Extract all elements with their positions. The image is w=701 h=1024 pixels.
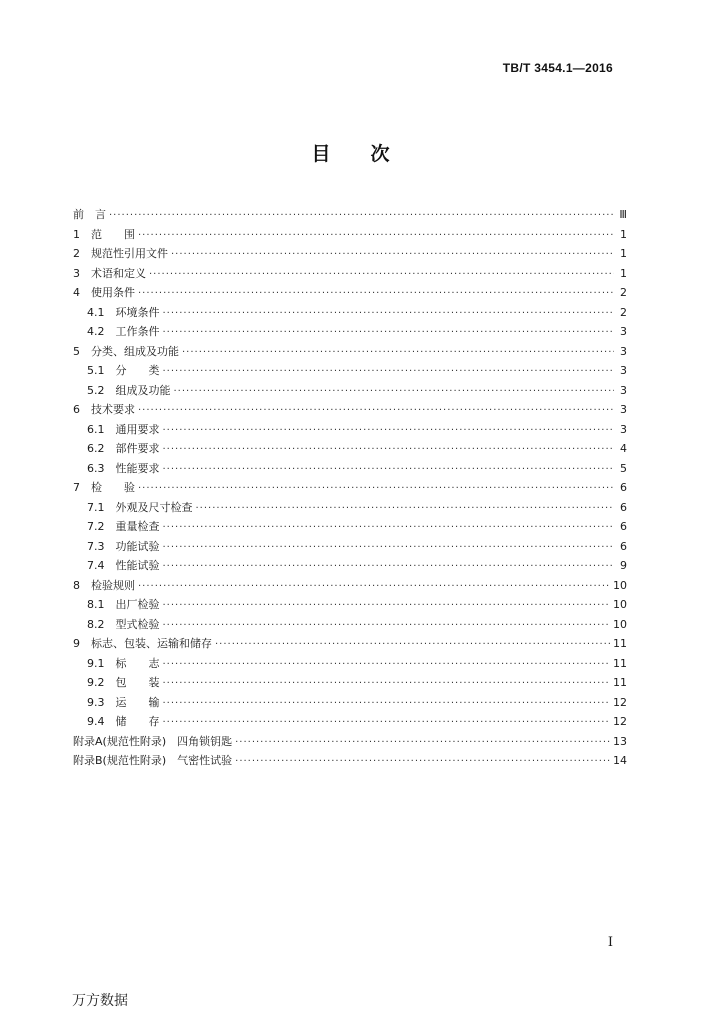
toc-entry-label: 4 使用条件 xyxy=(73,286,135,299)
toc-entry-label: 5.2 组成及功能 xyxy=(87,383,171,397)
toc-entry[interactable] xyxy=(73,478,627,498)
dot-leader xyxy=(163,557,615,577)
watermark-text: 万方数据 xyxy=(72,993,128,1009)
toc-entry-label: 附录B(规范性附录) 气密性试验 xyxy=(73,754,233,767)
toc-entry-page: 12 xyxy=(613,715,627,728)
toc-entry[interactable] xyxy=(73,615,627,635)
dot-leader xyxy=(163,655,611,675)
toc-entry-page: 10 xyxy=(613,578,627,592)
toc-entry-label: 1 范 围 xyxy=(73,227,135,241)
toc-entry[interactable] xyxy=(73,361,627,381)
toc-entry-label: 7.4 性能试验 xyxy=(87,559,160,572)
toc-entry-page: 3 xyxy=(620,364,627,377)
dot-leader xyxy=(163,674,611,694)
page-title: 目次 xyxy=(311,143,430,165)
dot-leader xyxy=(138,226,614,246)
toc-entry-page: 10 xyxy=(613,617,627,631)
toc-entry[interactable] xyxy=(73,634,627,654)
toc-entry-page: 11 xyxy=(613,637,627,650)
toc-entry-page: 4 xyxy=(620,442,627,455)
toc-entry[interactable] xyxy=(73,303,627,323)
toc-entry-label: 9.1 标 志 xyxy=(87,656,160,670)
toc-entry[interactable] xyxy=(73,751,627,771)
toc-entry[interactable] xyxy=(73,517,627,537)
dot-leader xyxy=(171,245,614,265)
toc-entry-page: 2 xyxy=(620,305,627,319)
toc-entry[interactable] xyxy=(73,732,627,752)
toc-entry-label: 8.2 型式检验 xyxy=(87,617,160,631)
toc-entry-label: 6 技术要求 xyxy=(73,403,135,416)
toc-entry[interactable] xyxy=(73,244,627,264)
dot-leader xyxy=(163,460,615,480)
toc-entry-label: 9.4 储 存 xyxy=(87,715,160,728)
toc-entry-label: 8.1 出厂检验 xyxy=(87,598,160,611)
toc-entry-label: 6.2 部件要求 xyxy=(87,442,160,455)
toc-entry-page: 14 xyxy=(613,754,627,767)
dot-leader xyxy=(163,362,615,382)
toc-entry-label: 6.3 性能要求 xyxy=(87,461,160,475)
dot-leader xyxy=(163,518,615,538)
toc-entry[interactable] xyxy=(73,381,627,401)
dot-leader xyxy=(163,596,611,616)
toc-entry[interactable] xyxy=(73,498,627,518)
page-number: Ⅰ xyxy=(607,935,613,950)
toc-entry[interactable] xyxy=(73,712,627,732)
toc-entry[interactable] xyxy=(73,556,627,576)
toc-entry-label: 6.1 通用要求 xyxy=(87,422,160,436)
dot-leader xyxy=(138,401,614,421)
dot-leader xyxy=(163,304,615,324)
dot-leader xyxy=(215,635,610,655)
toc-entry-page: 3 xyxy=(620,383,627,397)
toc-entry-page: 2 xyxy=(620,286,627,299)
dot-leader xyxy=(163,538,615,558)
toc-entry-label: 7.1 外观及尺寸检查 xyxy=(87,500,193,514)
toc-entry[interactable] xyxy=(73,537,627,557)
toc-entry[interactable] xyxy=(73,595,627,615)
toc-entry[interactable] xyxy=(73,576,627,596)
standard-number: TB/T 3454.1—2016 xyxy=(502,61,613,75)
toc-entry-label: 前 言 xyxy=(73,208,106,221)
toc-entry-page: 13 xyxy=(613,734,627,748)
toc-entry[interactable] xyxy=(73,420,627,440)
toc-entry-label: 附录A(规范性附录) 四角锁钥匙 xyxy=(73,734,233,748)
toc-entry[interactable] xyxy=(73,283,627,303)
dot-leader xyxy=(109,206,614,226)
toc-entry-page: 5 xyxy=(620,461,627,475)
toc-entry-label: 7 检 验 xyxy=(73,481,135,494)
toc-entry[interactable] xyxy=(73,439,627,459)
toc-entry-label: 9.3 运 输 xyxy=(87,695,160,709)
toc-entry-label: 9.2 包 装 xyxy=(87,676,160,689)
toc-entry-page: 11 xyxy=(613,676,627,689)
dot-leader xyxy=(235,733,610,753)
toc-entry-label: 5.1 分 类 xyxy=(87,364,160,377)
toc-entry[interactable] xyxy=(73,400,627,420)
table-of-contents xyxy=(73,205,627,771)
toc-entry[interactable] xyxy=(73,322,627,342)
dot-leader xyxy=(196,499,615,519)
toc-entry-label: 7.3 功能试验 xyxy=(87,539,160,553)
toc-entry-label: 4.2 工作条件 xyxy=(87,325,160,338)
toc-entry[interactable] xyxy=(73,459,627,479)
toc-entry-page: 3 xyxy=(620,403,627,416)
toc-entry-page: 1 xyxy=(620,227,627,241)
toc-entry-label: 3 术语和定义 xyxy=(73,266,146,280)
toc-entry-page: 1 xyxy=(620,247,627,260)
toc-entry[interactable] xyxy=(73,225,627,245)
toc-entry[interactable] xyxy=(73,205,627,225)
toc-entry-label: 8 检验规则 xyxy=(73,578,135,592)
dot-leader xyxy=(138,577,610,597)
toc-entry-page: 3 xyxy=(620,422,627,436)
dot-leader xyxy=(163,694,611,714)
toc-entry-label: 4.1 环境条件 xyxy=(87,305,160,319)
toc-entry-page: 6 xyxy=(620,520,627,533)
dot-leader xyxy=(149,265,614,285)
dot-leader xyxy=(163,440,615,460)
toc-entry-page: 6 xyxy=(620,481,627,494)
toc-entry-label: 7.2 重量检查 xyxy=(87,520,160,533)
toc-entry-page: 3 xyxy=(620,344,627,358)
dot-leader xyxy=(163,421,615,441)
toc-entry-label: 9 标志、包装、运输和储存 xyxy=(73,637,212,650)
dot-leader xyxy=(138,479,614,499)
toc-entry[interactable] xyxy=(73,342,627,362)
toc-entry-page: 9 xyxy=(620,559,627,572)
toc-entry[interactable] xyxy=(73,693,627,713)
dot-leader xyxy=(138,284,614,304)
toc-entry-page: Ⅲ xyxy=(619,208,627,221)
toc-entry[interactable] xyxy=(73,264,627,284)
dot-leader xyxy=(163,323,615,343)
dot-leader xyxy=(174,382,615,402)
toc-entry[interactable] xyxy=(73,654,627,674)
toc-entry[interactable] xyxy=(73,673,627,693)
dot-leader xyxy=(182,343,614,363)
dot-leader xyxy=(235,752,610,772)
toc-entry-page: 1 xyxy=(620,266,627,280)
toc-entry-page: 12 xyxy=(613,695,627,709)
toc-entry-label: 2 规范性引用文件 xyxy=(73,247,168,260)
toc-entry-page: 10 xyxy=(613,598,627,611)
toc-entry-label: 5 分类、组成及功能 xyxy=(73,344,179,358)
toc-entry-page: 6 xyxy=(620,500,627,514)
toc-entry-page: 3 xyxy=(620,325,627,338)
toc-entry-page: 11 xyxy=(613,656,627,670)
dot-leader xyxy=(163,713,611,733)
dot-leader xyxy=(163,616,611,636)
toc-entry-page: 6 xyxy=(620,539,627,553)
